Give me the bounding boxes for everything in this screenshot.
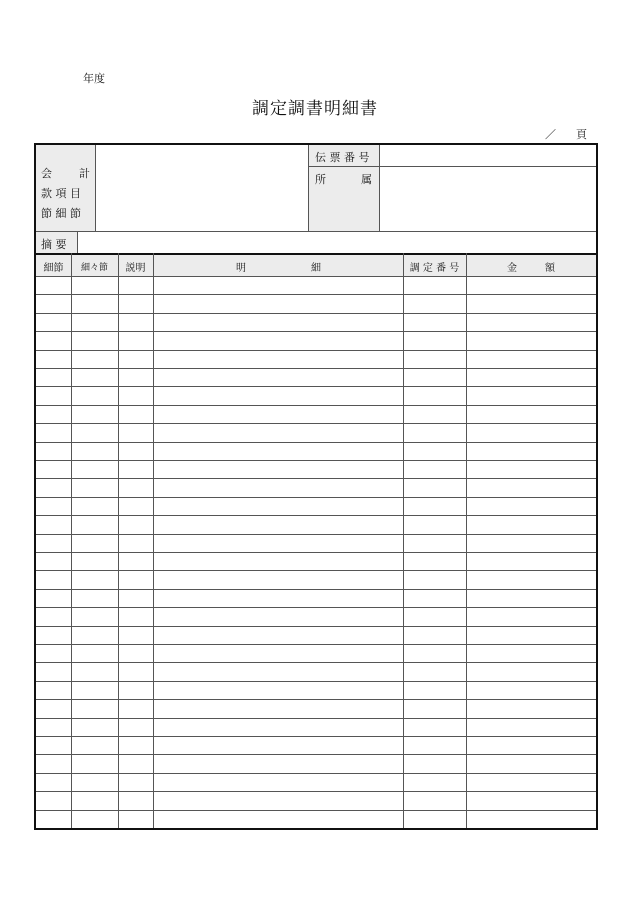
cell-saisaisetsu[interactable] (71, 276, 118, 294)
cell-saisetsu[interactable] (36, 754, 71, 772)
cell-meisai[interactable] (153, 294, 403, 312)
cell-saisaisetsu[interactable] (71, 497, 118, 515)
cell-saisetsu[interactable] (36, 773, 71, 791)
cell-setsumei[interactable] (118, 405, 153, 423)
cell-saisaisetsu[interactable] (71, 662, 118, 680)
cell-meisai[interactable] (153, 552, 403, 570)
row-divider (36, 423, 596, 424)
cell-chotei-bango[interactable] (403, 810, 466, 828)
cell-chotei-bango[interactable] (403, 552, 466, 570)
row-divider (36, 626, 596, 627)
cell-setsumei[interactable] (118, 478, 153, 496)
cell-saisaisetsu[interactable] (71, 736, 118, 754)
cell-saisaisetsu[interactable] (71, 810, 118, 828)
cell-setsumei[interactable] (118, 644, 153, 662)
cell-kingaku[interactable] (466, 626, 596, 644)
row-divider (36, 681, 596, 682)
cell-setsumei[interactable] (118, 773, 153, 791)
cell-setsumei[interactable] (118, 331, 153, 349)
document-title: 調定調書明細書 (252, 99, 378, 119)
cell-setsumei[interactable] (118, 754, 153, 772)
cell-saisetsu[interactable] (36, 810, 71, 828)
cell-saisetsu[interactable] (36, 662, 71, 680)
table-row (36, 368, 596, 386)
cell-chotei-bango[interactable] (403, 662, 466, 680)
cell-chotei-bango[interactable] (403, 478, 466, 496)
cell-setsumei[interactable] (118, 460, 153, 478)
cell-meisai[interactable] (153, 810, 403, 828)
cell-saisaisetsu[interactable] (71, 718, 118, 736)
cell-meisai[interactable] (153, 405, 403, 423)
cell-saisetsu[interactable] (36, 294, 71, 312)
cell-meisai[interactable] (153, 736, 403, 754)
cell-saisaisetsu[interactable] (71, 350, 118, 368)
cell-saisaisetsu[interactable] (71, 754, 118, 772)
cell-kingaku[interactable] (466, 718, 596, 736)
page-slash: ／ (545, 128, 556, 141)
table-row (36, 534, 596, 552)
cell-meisai[interactable] (153, 276, 403, 294)
cell-kingaku[interactable] (466, 276, 596, 294)
col-header-saisaisetsu: 細々節 (80, 263, 108, 273)
cell-chotei-bango[interactable] (403, 570, 466, 588)
cell-setsumei[interactable] (118, 368, 153, 386)
cell-setsumei[interactable] (118, 699, 153, 717)
cell-kingaku[interactable] (466, 313, 596, 331)
cell-kingaku[interactable] (466, 534, 596, 552)
affiliation-label-right: 属 (361, 173, 372, 186)
table-row (36, 607, 596, 625)
cell-saisaisetsu[interactable] (71, 534, 118, 552)
row-divider (36, 405, 596, 406)
cell-saisaisetsu[interactable] (71, 405, 118, 423)
cell-setsumei[interactable] (118, 626, 153, 644)
table-row (36, 644, 596, 662)
cell-chotei-bango[interactable] (403, 460, 466, 478)
table-row (36, 662, 596, 680)
cell-chotei-bango[interactable] (403, 589, 466, 607)
cell-chotei-bango[interactable] (403, 681, 466, 699)
cell-chotei-bango[interactable] (403, 442, 466, 460)
summary-label: 摘 要 (41, 238, 67, 251)
cell-saisaisetsu[interactable] (71, 460, 118, 478)
statement-form (34, 143, 598, 830)
cell-meisai[interactable] (153, 754, 403, 772)
cell-saisetsu[interactable] (36, 442, 71, 460)
cell-saisaisetsu[interactable] (71, 626, 118, 644)
affiliation-label-left: 所 (315, 173, 326, 186)
cell-saisaisetsu[interactable] (71, 386, 118, 404)
row-divider (36, 570, 596, 571)
cell-kingaku[interactable] (466, 442, 596, 460)
cell-saisetsu[interactable] (36, 699, 71, 717)
cell-meisai[interactable] (153, 534, 403, 552)
table-row (36, 699, 596, 717)
cell-saisaisetsu[interactable] (71, 294, 118, 312)
summary-field[interactable] (78, 232, 596, 253)
cell-saisaisetsu[interactable] (71, 515, 118, 533)
cell-kingaku[interactable] (466, 515, 596, 533)
cell-meisai[interactable] (153, 607, 403, 625)
cell-kingaku[interactable] (466, 791, 596, 809)
table-row (36, 497, 596, 515)
cell-chotei-bango[interactable] (403, 534, 466, 552)
account-code-field[interactable] (96, 145, 307, 231)
cell-saisetsu[interactable] (36, 515, 71, 533)
row-divider (36, 773, 596, 774)
cell-chotei-bango[interactable] (403, 644, 466, 662)
row-divider (36, 368, 596, 369)
cell-meisai[interactable] (153, 791, 403, 809)
cell-kingaku[interactable] (466, 644, 596, 662)
row-divider (36, 810, 596, 811)
divider (36, 253, 596, 255)
cell-setsumei[interactable] (118, 662, 153, 680)
cell-saisaisetsu[interactable] (71, 681, 118, 699)
cell-meisai[interactable] (153, 386, 403, 404)
col-header-saisetsu: 細節 (43, 263, 64, 274)
row-divider (36, 644, 596, 645)
cell-saisaisetsu[interactable] (71, 313, 118, 331)
cell-kingaku[interactable] (466, 294, 596, 312)
cell-meisai[interactable] (153, 662, 403, 680)
row-divider (36, 754, 596, 755)
cell-saisaisetsu[interactable] (71, 589, 118, 607)
cell-kingaku[interactable] (466, 350, 596, 368)
table-row (36, 810, 596, 828)
col-header-kingaku-left: 金 (507, 263, 517, 274)
cell-saisetsu[interactable] (36, 681, 71, 699)
cell-setsumei[interactable] (118, 442, 153, 460)
cell-saisaisetsu[interactable] (71, 570, 118, 588)
cell-setsumei[interactable] (118, 589, 153, 607)
cell-setsumei[interactable] (118, 350, 153, 368)
row-divider (36, 791, 596, 792)
cell-setsumei[interactable] (118, 681, 153, 699)
cell-kingaku[interactable] (466, 405, 596, 423)
kankoumoku-label: 款 項 目 (41, 187, 81, 200)
cell-setsumei[interactable] (118, 736, 153, 754)
cell-saisetsu[interactable] (36, 644, 71, 662)
cell-saisetsu[interactable] (36, 570, 71, 588)
row-divider (36, 478, 596, 479)
table-row (36, 773, 596, 791)
cell-saisetsu[interactable] (36, 478, 71, 496)
cell-saisaisetsu[interactable] (71, 607, 118, 625)
cell-kingaku[interactable] (466, 497, 596, 515)
cell-saisetsu[interactable] (36, 718, 71, 736)
cell-meisai[interactable] (153, 423, 403, 441)
cell-saisaisetsu[interactable] (71, 368, 118, 386)
row-divider (36, 607, 596, 608)
cell-chotei-bango[interactable] (403, 754, 466, 772)
cell-setsumei[interactable] (118, 294, 153, 312)
table-row (36, 405, 596, 423)
slip-number-label: 伝 票 番 号 (315, 151, 370, 164)
table-row (36, 276, 596, 294)
cell-kingaku[interactable] (466, 331, 596, 349)
cell-meisai[interactable] (153, 313, 403, 331)
cell-chotei-bango[interactable] (403, 276, 466, 294)
cell-kingaku[interactable] (466, 423, 596, 441)
cell-meisai[interactable] (153, 497, 403, 515)
cell-kingaku[interactable] (466, 681, 596, 699)
cell-kingaku[interactable] (466, 699, 596, 717)
cell-chotei-bango[interactable] (403, 515, 466, 533)
cell-meisai[interactable] (153, 589, 403, 607)
row-divider (36, 534, 596, 535)
row-divider (36, 736, 596, 737)
table-row (36, 294, 596, 312)
cell-meisai[interactable] (153, 460, 403, 478)
cell-meisai[interactable] (153, 681, 403, 699)
cell-setsumei[interactable] (118, 276, 153, 294)
cell-chotei-bango[interactable] (403, 350, 466, 368)
page-label: 頁 (576, 128, 587, 141)
cell-kingaku[interactable] (466, 552, 596, 570)
row-divider (36, 662, 596, 663)
cell-meisai[interactable] (153, 773, 403, 791)
cell-setsumei[interactable] (118, 497, 153, 515)
cell-chotei-bango[interactable] (403, 791, 466, 809)
cell-kingaku[interactable] (466, 810, 596, 828)
table-row (36, 386, 596, 404)
cell-setsumei[interactable] (118, 810, 153, 828)
cell-saisaisetsu[interactable] (71, 442, 118, 460)
table-row (36, 626, 596, 644)
cell-setsumei[interactable] (118, 423, 153, 441)
table-row (36, 331, 596, 349)
cell-saisetsu[interactable] (36, 552, 71, 570)
cell-saisetsu[interactable] (36, 313, 71, 331)
cell-chotei-bango[interactable] (403, 497, 466, 515)
cell-saisaisetsu[interactable] (71, 478, 118, 496)
cell-chotei-bango[interactable] (403, 718, 466, 736)
cell-chotei-bango[interactable] (403, 368, 466, 386)
page-number-mark (545, 126, 587, 142)
cell-chotei-bango[interactable] (403, 313, 466, 331)
cell-meisai[interactable] (153, 570, 403, 588)
cell-saisetsu[interactable] (36, 350, 71, 368)
cell-meisai[interactable] (153, 515, 403, 533)
table-row (36, 313, 596, 331)
cell-saisetsu[interactable] (36, 331, 71, 349)
cell-setsumei[interactable] (118, 791, 153, 809)
row-divider (36, 497, 596, 498)
cell-saisetsu[interactable] (36, 589, 71, 607)
cell-setsumei[interactable] (118, 534, 153, 552)
col-header-meisai-left: 明 (236, 263, 246, 274)
row-divider (36, 331, 596, 332)
table-row (36, 350, 596, 368)
cell-chotei-bango[interactable] (403, 294, 466, 312)
row-divider (36, 460, 596, 461)
cell-chotei-bango[interactable] (403, 405, 466, 423)
cell-saisaisetsu[interactable] (71, 699, 118, 717)
cell-meisai[interactable] (153, 368, 403, 386)
col-header-chotei-bango: 調 定 番 号 (409, 263, 460, 274)
divider (308, 145, 309, 231)
cell-saisetsu[interactable] (36, 386, 71, 404)
cell-meisai[interactable] (153, 478, 403, 496)
affiliation-field[interactable] (380, 167, 596, 231)
kaikei-label-right: 計 (79, 167, 90, 180)
cell-kingaku[interactable] (466, 773, 596, 791)
cell-setsumei[interactable] (118, 313, 153, 331)
cell-kingaku[interactable] (466, 754, 596, 772)
row-divider (36, 294, 596, 295)
cell-chotei-bango[interactable] (403, 736, 466, 754)
row-divider (36, 350, 596, 351)
row-divider (36, 699, 596, 700)
table-row (36, 589, 596, 607)
cell-kingaku[interactable] (466, 460, 596, 478)
cell-saisaisetsu[interactable] (71, 644, 118, 662)
cell-chotei-bango[interactable] (403, 699, 466, 717)
cell-kingaku[interactable] (466, 607, 596, 625)
cell-saisetsu[interactable] (36, 607, 71, 625)
cell-kingaku[interactable] (466, 589, 596, 607)
cell-kingaku[interactable] (466, 736, 596, 754)
table-row (36, 718, 596, 736)
cell-saisaisetsu[interactable] (71, 773, 118, 791)
cell-meisai[interactable] (153, 718, 403, 736)
cell-saisetsu[interactable] (36, 626, 71, 644)
table-row (36, 478, 596, 496)
cell-saisaisetsu[interactable] (71, 331, 118, 349)
cell-chotei-bango[interactable] (403, 626, 466, 644)
cell-saisetsu[interactable] (36, 405, 71, 423)
cell-kingaku[interactable] (466, 478, 596, 496)
row-divider (36, 718, 596, 719)
cell-chotei-bango[interactable] (403, 423, 466, 441)
setsusaisetsu-label: 節 細 節 (41, 207, 81, 220)
table-row (36, 791, 596, 809)
table-row (36, 442, 596, 460)
table-row (36, 552, 596, 570)
table-row (36, 423, 596, 441)
cell-setsumei[interactable] (118, 515, 153, 533)
cell-saisetsu[interactable] (36, 423, 71, 441)
cell-saisetsu[interactable] (36, 368, 71, 386)
cell-meisai[interactable] (153, 699, 403, 717)
row-divider (36, 589, 596, 590)
cell-saisetsu[interactable] (36, 276, 71, 294)
cell-saisaisetsu[interactable] (71, 791, 118, 809)
kaikei-label-left: 会 (41, 167, 52, 180)
cell-chotei-bango[interactable] (403, 331, 466, 349)
cell-saisetsu[interactable] (36, 791, 71, 809)
table-row (36, 754, 596, 772)
slip-number-field[interactable] (380, 145, 596, 166)
cell-setsumei[interactable] (118, 607, 153, 625)
cell-saisaisetsu[interactable] (71, 552, 118, 570)
row-divider (36, 515, 596, 516)
cell-saisetsu[interactable] (36, 534, 71, 552)
row-divider (36, 442, 596, 443)
cell-saisetsu[interactable] (36, 460, 71, 478)
cell-saisaisetsu[interactable] (71, 423, 118, 441)
fiscal-year-label: 年度 (83, 72, 105, 85)
row-divider (36, 386, 596, 387)
cell-meisai[interactable] (153, 442, 403, 460)
col-header-setsumei: 説明 (125, 263, 146, 274)
cell-setsumei[interactable] (118, 386, 153, 404)
cell-saisetsu[interactable] (36, 736, 71, 754)
cell-meisai[interactable] (153, 626, 403, 644)
cell-kingaku[interactable] (466, 570, 596, 588)
cell-meisai[interactable] (153, 644, 403, 662)
table-row (36, 681, 596, 699)
table-row (36, 570, 596, 588)
table-row (36, 515, 596, 533)
cell-kingaku[interactable] (466, 368, 596, 386)
cell-chotei-bango[interactable] (403, 773, 466, 791)
col-header-meisai-right: 細 (311, 263, 321, 274)
cell-meisai[interactable] (153, 350, 403, 368)
cell-meisai[interactable] (153, 331, 403, 349)
row-divider (36, 552, 596, 553)
cell-setsumei[interactable] (118, 552, 153, 570)
cell-chotei-bango[interactable] (403, 386, 466, 404)
cell-setsumei[interactable] (118, 570, 153, 588)
row-divider (36, 313, 596, 314)
cell-chotei-bango[interactable] (403, 607, 466, 625)
cell-setsumei[interactable] (118, 718, 153, 736)
cell-saisetsu[interactable] (36, 497, 71, 515)
cell-kingaku[interactable] (466, 386, 596, 404)
cell-kingaku[interactable] (466, 662, 596, 680)
col-header-kingaku-right: 額 (545, 263, 555, 274)
table-row (36, 460, 596, 478)
table-row (36, 736, 596, 754)
